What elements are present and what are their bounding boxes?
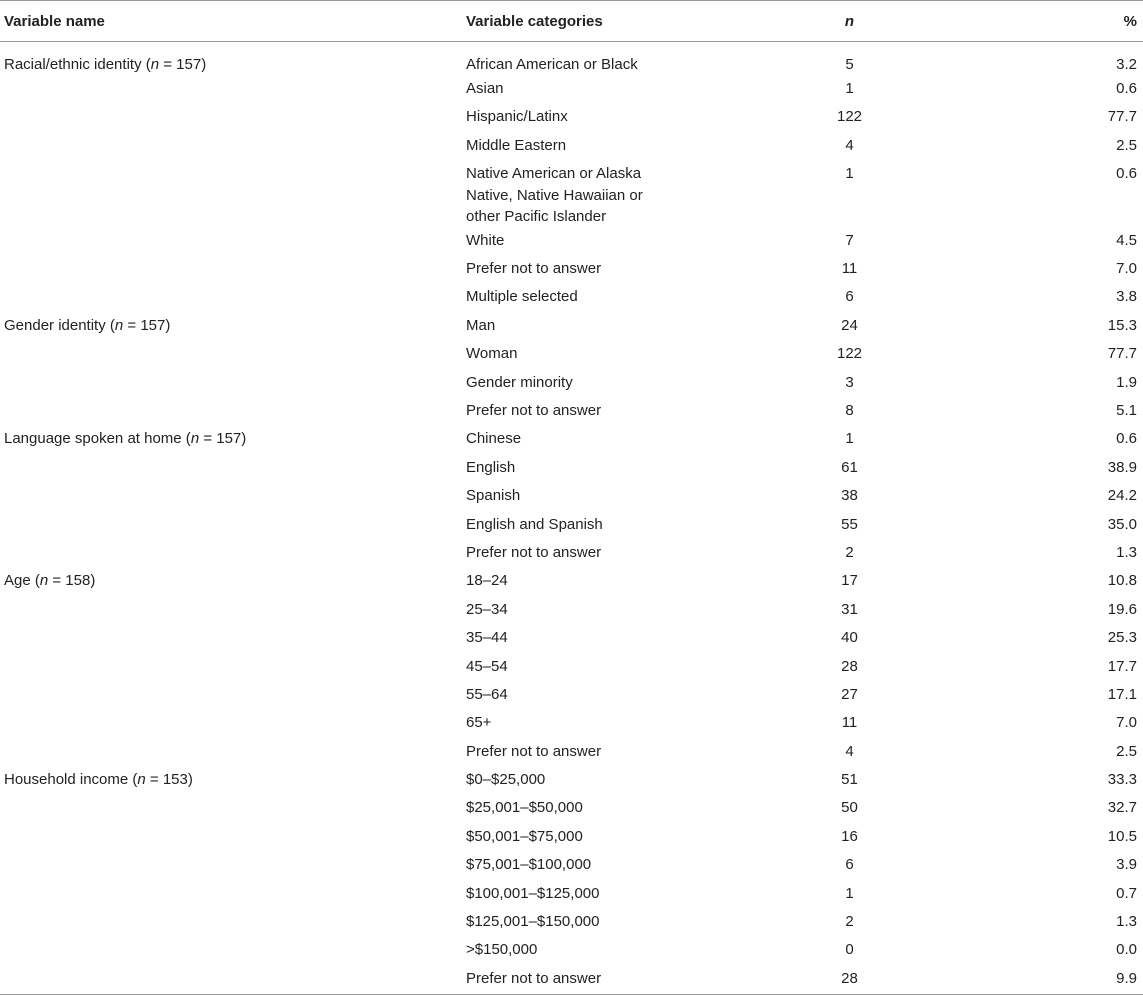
percent-cell: 15.3 xyxy=(1107,316,1137,334)
table-row xyxy=(0,710,1143,738)
variable-name-empty-cell xyxy=(0,104,462,132)
percent-cell: 24.2 xyxy=(1107,487,1137,505)
variable-name-empty-cell xyxy=(0,625,462,653)
percent-cell: 38.9 xyxy=(1107,458,1137,476)
variable-name-suffix: = 157) xyxy=(123,316,171,334)
table-row xyxy=(0,370,1143,398)
table-row xyxy=(0,161,1143,228)
count-cell: 55 xyxy=(841,515,858,533)
variable-name-empty-cell xyxy=(0,739,462,767)
variable-category-cell: Middle Eastern xyxy=(466,136,567,154)
variable-name-empty-cell xyxy=(0,455,462,483)
count-cell: 31 xyxy=(841,600,858,618)
table-row xyxy=(0,512,1143,540)
table-row xyxy=(0,133,1143,161)
variable-name-label xyxy=(4,317,170,334)
count-cell: 2 xyxy=(845,543,854,561)
variable-name-suffix: = 157) xyxy=(199,430,247,448)
count-cell: 4 xyxy=(845,742,854,760)
variable-name-empty-cell xyxy=(0,370,462,398)
table-row xyxy=(0,654,1143,682)
table-row xyxy=(0,313,1143,341)
table-row xyxy=(0,426,1143,454)
percent-cell: 3.8 xyxy=(1116,288,1137,306)
table-row xyxy=(0,256,1143,284)
variable-name-empty-cell xyxy=(0,512,462,540)
variable-category-cell: Chinese xyxy=(466,430,522,448)
variable-category-cell: $100,001–$125,000 xyxy=(466,884,600,902)
percent-cell: 0.0 xyxy=(1116,941,1137,959)
variable-category-cell: English and Spanish xyxy=(466,515,603,533)
percent-cell: 25.3 xyxy=(1107,629,1137,647)
percent-cell: 77.7 xyxy=(1107,345,1137,363)
variable-category-cell: Asian xyxy=(466,80,504,97)
variable-name-empty-cell xyxy=(0,483,462,511)
variable-name-empty-cell xyxy=(0,228,462,256)
variable-name-prefix: Racial/ethnic identity ( xyxy=(4,56,151,73)
header-percent: % xyxy=(954,1,1143,42)
variable-name-n-symbol: n xyxy=(39,572,49,590)
count-cell: 6 xyxy=(845,856,854,874)
percent-cell: 17.1 xyxy=(1107,685,1137,703)
variable-name-suffix: = 153) xyxy=(145,771,193,789)
table-row xyxy=(0,824,1143,852)
table-row xyxy=(0,455,1143,483)
variable-name-empty-cell xyxy=(0,682,462,710)
variable-name-empty-cell xyxy=(0,795,462,823)
variable-name-label xyxy=(4,572,95,589)
table-row xyxy=(0,625,1143,653)
variable-category-cell: >$150,000 xyxy=(466,941,538,959)
variable-name-empty-cell xyxy=(0,597,462,625)
count-cell: 28 xyxy=(841,657,858,675)
table-row xyxy=(0,284,1143,312)
count-cell: 61 xyxy=(841,458,858,476)
table-row xyxy=(0,341,1143,369)
count-cell: 11 xyxy=(841,260,858,278)
percent-cell: 7.0 xyxy=(1116,260,1137,278)
count-cell: 2 xyxy=(845,913,854,931)
table-row xyxy=(0,228,1143,256)
percent-cell: 0.6 xyxy=(1116,165,1137,183)
count-cell: 28 xyxy=(745,966,954,995)
percent-cell: 1.9 xyxy=(1116,373,1137,391)
table-row xyxy=(0,767,1143,795)
percent-cell: 10.5 xyxy=(1107,827,1137,845)
percent-cell: 7.0 xyxy=(1116,714,1137,732)
variable-name-label xyxy=(4,56,206,73)
count-cell: 1 xyxy=(845,884,854,902)
percent-cell: 1.3 xyxy=(1116,913,1137,931)
variable-category-cell: Prefer not to answer xyxy=(462,966,745,995)
table-row xyxy=(0,76,1143,104)
count-cell: 1 xyxy=(845,165,854,183)
percent-cell: 1.3 xyxy=(1116,543,1137,561)
variable-name-empty-cell xyxy=(0,824,462,852)
variable-name-cell xyxy=(0,767,462,795)
count-cell: 6 xyxy=(845,288,854,306)
count-cell: 38 xyxy=(841,487,858,505)
variable-name-empty-cell xyxy=(0,256,462,284)
variable-category-cell: Gender minority xyxy=(466,373,573,391)
variable-category-cell: $75,001–$100,000 xyxy=(466,856,592,874)
variable-category-cell: $50,001–$75,000 xyxy=(466,827,583,845)
variable-name-n-symbol: n xyxy=(114,316,124,334)
count-cell: 5 xyxy=(845,56,854,73)
percent-cell: 0.6 xyxy=(1116,430,1137,448)
count-cell: 4 xyxy=(845,136,854,154)
variable-name-empty-cell xyxy=(0,654,462,682)
variable-category-cell: English xyxy=(466,458,516,476)
count-cell: 16 xyxy=(841,827,858,845)
percent-cell: 2.5 xyxy=(1116,742,1137,760)
table-body xyxy=(0,42,1143,995)
count-cell: 3 xyxy=(845,373,854,391)
variable-name-empty-cell xyxy=(0,133,462,161)
variable-category-cell: $25,001–$50,000 xyxy=(466,799,583,817)
variable-name-suffix: = 158) xyxy=(48,572,96,590)
header-variable-name: Variable name xyxy=(0,1,462,42)
variable-name-empty-cell xyxy=(0,76,462,104)
variable-name-empty-cell xyxy=(0,710,462,738)
percent-cell: 10.8 xyxy=(1107,572,1137,590)
table-row xyxy=(0,966,1143,995)
variable-name-cell xyxy=(0,42,462,77)
count-cell: 17 xyxy=(841,572,858,590)
variable-category-cell: White xyxy=(466,231,505,249)
header-row xyxy=(0,1,1143,42)
count-cell: 51 xyxy=(841,771,858,789)
table-row xyxy=(0,568,1143,596)
variable-name-empty-cell xyxy=(0,852,462,880)
count-cell: 0 xyxy=(845,941,854,959)
variable-category-cell: 35–44 xyxy=(466,629,508,647)
variable-category-cell: 55–64 xyxy=(466,685,508,703)
table-row xyxy=(0,597,1143,625)
variable-category-cell: Woman xyxy=(466,345,518,363)
count-cell: 40 xyxy=(841,629,858,647)
variable-name-cell xyxy=(0,313,462,341)
variable-category-cell: Prefer not to answer xyxy=(466,742,602,760)
variable-name-suffix: = 157) xyxy=(159,56,207,73)
table-row xyxy=(0,104,1143,132)
variable-name-empty-cell xyxy=(0,540,462,568)
variable-name-empty-cell xyxy=(0,341,462,369)
variable-category-cell: 25–34 xyxy=(466,600,508,618)
variable-name-cell xyxy=(0,426,462,454)
table-row xyxy=(0,398,1143,426)
variable-name-prefix: Gender identity ( xyxy=(4,316,115,334)
variable-name-empty-cell xyxy=(0,161,462,228)
variable-name-empty-cell xyxy=(0,966,462,995)
percent-cell: 2.5 xyxy=(1116,136,1137,154)
variable-category-cell: Multiple selected xyxy=(466,288,578,306)
percent-cell: 0.7 xyxy=(1116,884,1137,902)
percent-cell: 19.6 xyxy=(1107,600,1137,618)
variable-category-cell: Hispanic/Latinx xyxy=(466,108,568,126)
percent-cell: 32.7 xyxy=(1107,799,1137,817)
count-cell: 122 xyxy=(836,108,863,126)
table-row xyxy=(0,909,1143,937)
variable-name-empty-cell xyxy=(0,881,462,909)
variable-name-empty-cell xyxy=(0,284,462,312)
percent-cell: 5.1 xyxy=(1116,402,1137,420)
variable-category-cell: 65+ xyxy=(466,714,492,732)
variable-name-empty-cell xyxy=(0,909,462,937)
variable-category-cell: Prefer not to answer xyxy=(466,543,602,561)
percent-cell: 77.7 xyxy=(1107,108,1137,126)
percent-cell: 4.5 xyxy=(1116,231,1137,249)
variable-name-n-symbol: n xyxy=(190,430,200,448)
variable-category-cell: Spanish xyxy=(466,487,521,505)
percent-cell: 17.7 xyxy=(1107,657,1137,675)
variable-category-cell: $125,001–$150,000 xyxy=(466,913,600,931)
table-row xyxy=(0,42,1143,77)
percent-cell: 9.9 xyxy=(954,966,1143,995)
table-row xyxy=(0,881,1143,909)
variable-category-cell: Man xyxy=(466,316,496,334)
count-cell: 8 xyxy=(845,402,854,420)
variable-name-label xyxy=(4,771,193,788)
variable-category-cell: 45–54 xyxy=(466,657,508,675)
variable-category-cell: Native American or Alaska Native, Native Hawaiian or other Pacific Islander xyxy=(466,165,643,226)
variable-category-cell: African American or Black xyxy=(466,56,638,73)
table-row xyxy=(0,540,1143,568)
variable-category-cell: $0–$25,000 xyxy=(466,771,546,789)
percent-cell: 0.6 xyxy=(1116,80,1137,97)
table-row xyxy=(0,852,1143,880)
variable-name-cell xyxy=(0,568,462,596)
variable-name-prefix: Language spoken at home ( xyxy=(4,430,191,448)
percent-cell: 3.9 xyxy=(1116,856,1137,874)
variable-category-cell: Prefer not to answer xyxy=(466,260,602,278)
header-n: n xyxy=(745,1,954,42)
count-cell: 7 xyxy=(845,231,854,249)
count-cell: 122 xyxy=(836,345,863,363)
count-cell: 1 xyxy=(845,430,854,448)
count-cell: 11 xyxy=(841,714,858,732)
percent-cell: 3.2 xyxy=(1116,56,1137,73)
count-cell: 1 xyxy=(845,80,854,97)
percent-cell: 35.0 xyxy=(1107,515,1137,533)
variable-name-prefix: Age ( xyxy=(4,572,40,590)
table-row xyxy=(0,682,1143,710)
variable-name-n-symbol: n xyxy=(150,56,160,73)
variable-category-cell: 18–24 xyxy=(466,572,508,590)
table-row xyxy=(0,795,1143,823)
variable-category-cell: Prefer not to answer xyxy=(466,402,602,420)
percent-cell: 33.3 xyxy=(1107,771,1137,789)
count-cell: 50 xyxy=(841,799,858,817)
variable-name-empty-cell xyxy=(0,398,462,426)
table-row xyxy=(0,483,1143,511)
table-row xyxy=(0,739,1143,767)
header-variable-categories: Variable categories xyxy=(462,1,745,42)
count-cell: 27 xyxy=(841,685,858,703)
variable-name-n-symbol: n xyxy=(137,771,146,789)
variable-name-label xyxy=(4,430,246,447)
table-header xyxy=(0,1,1143,42)
variable-name-prefix: Household income ( xyxy=(4,771,138,789)
count-cell: 24 xyxy=(841,316,858,334)
